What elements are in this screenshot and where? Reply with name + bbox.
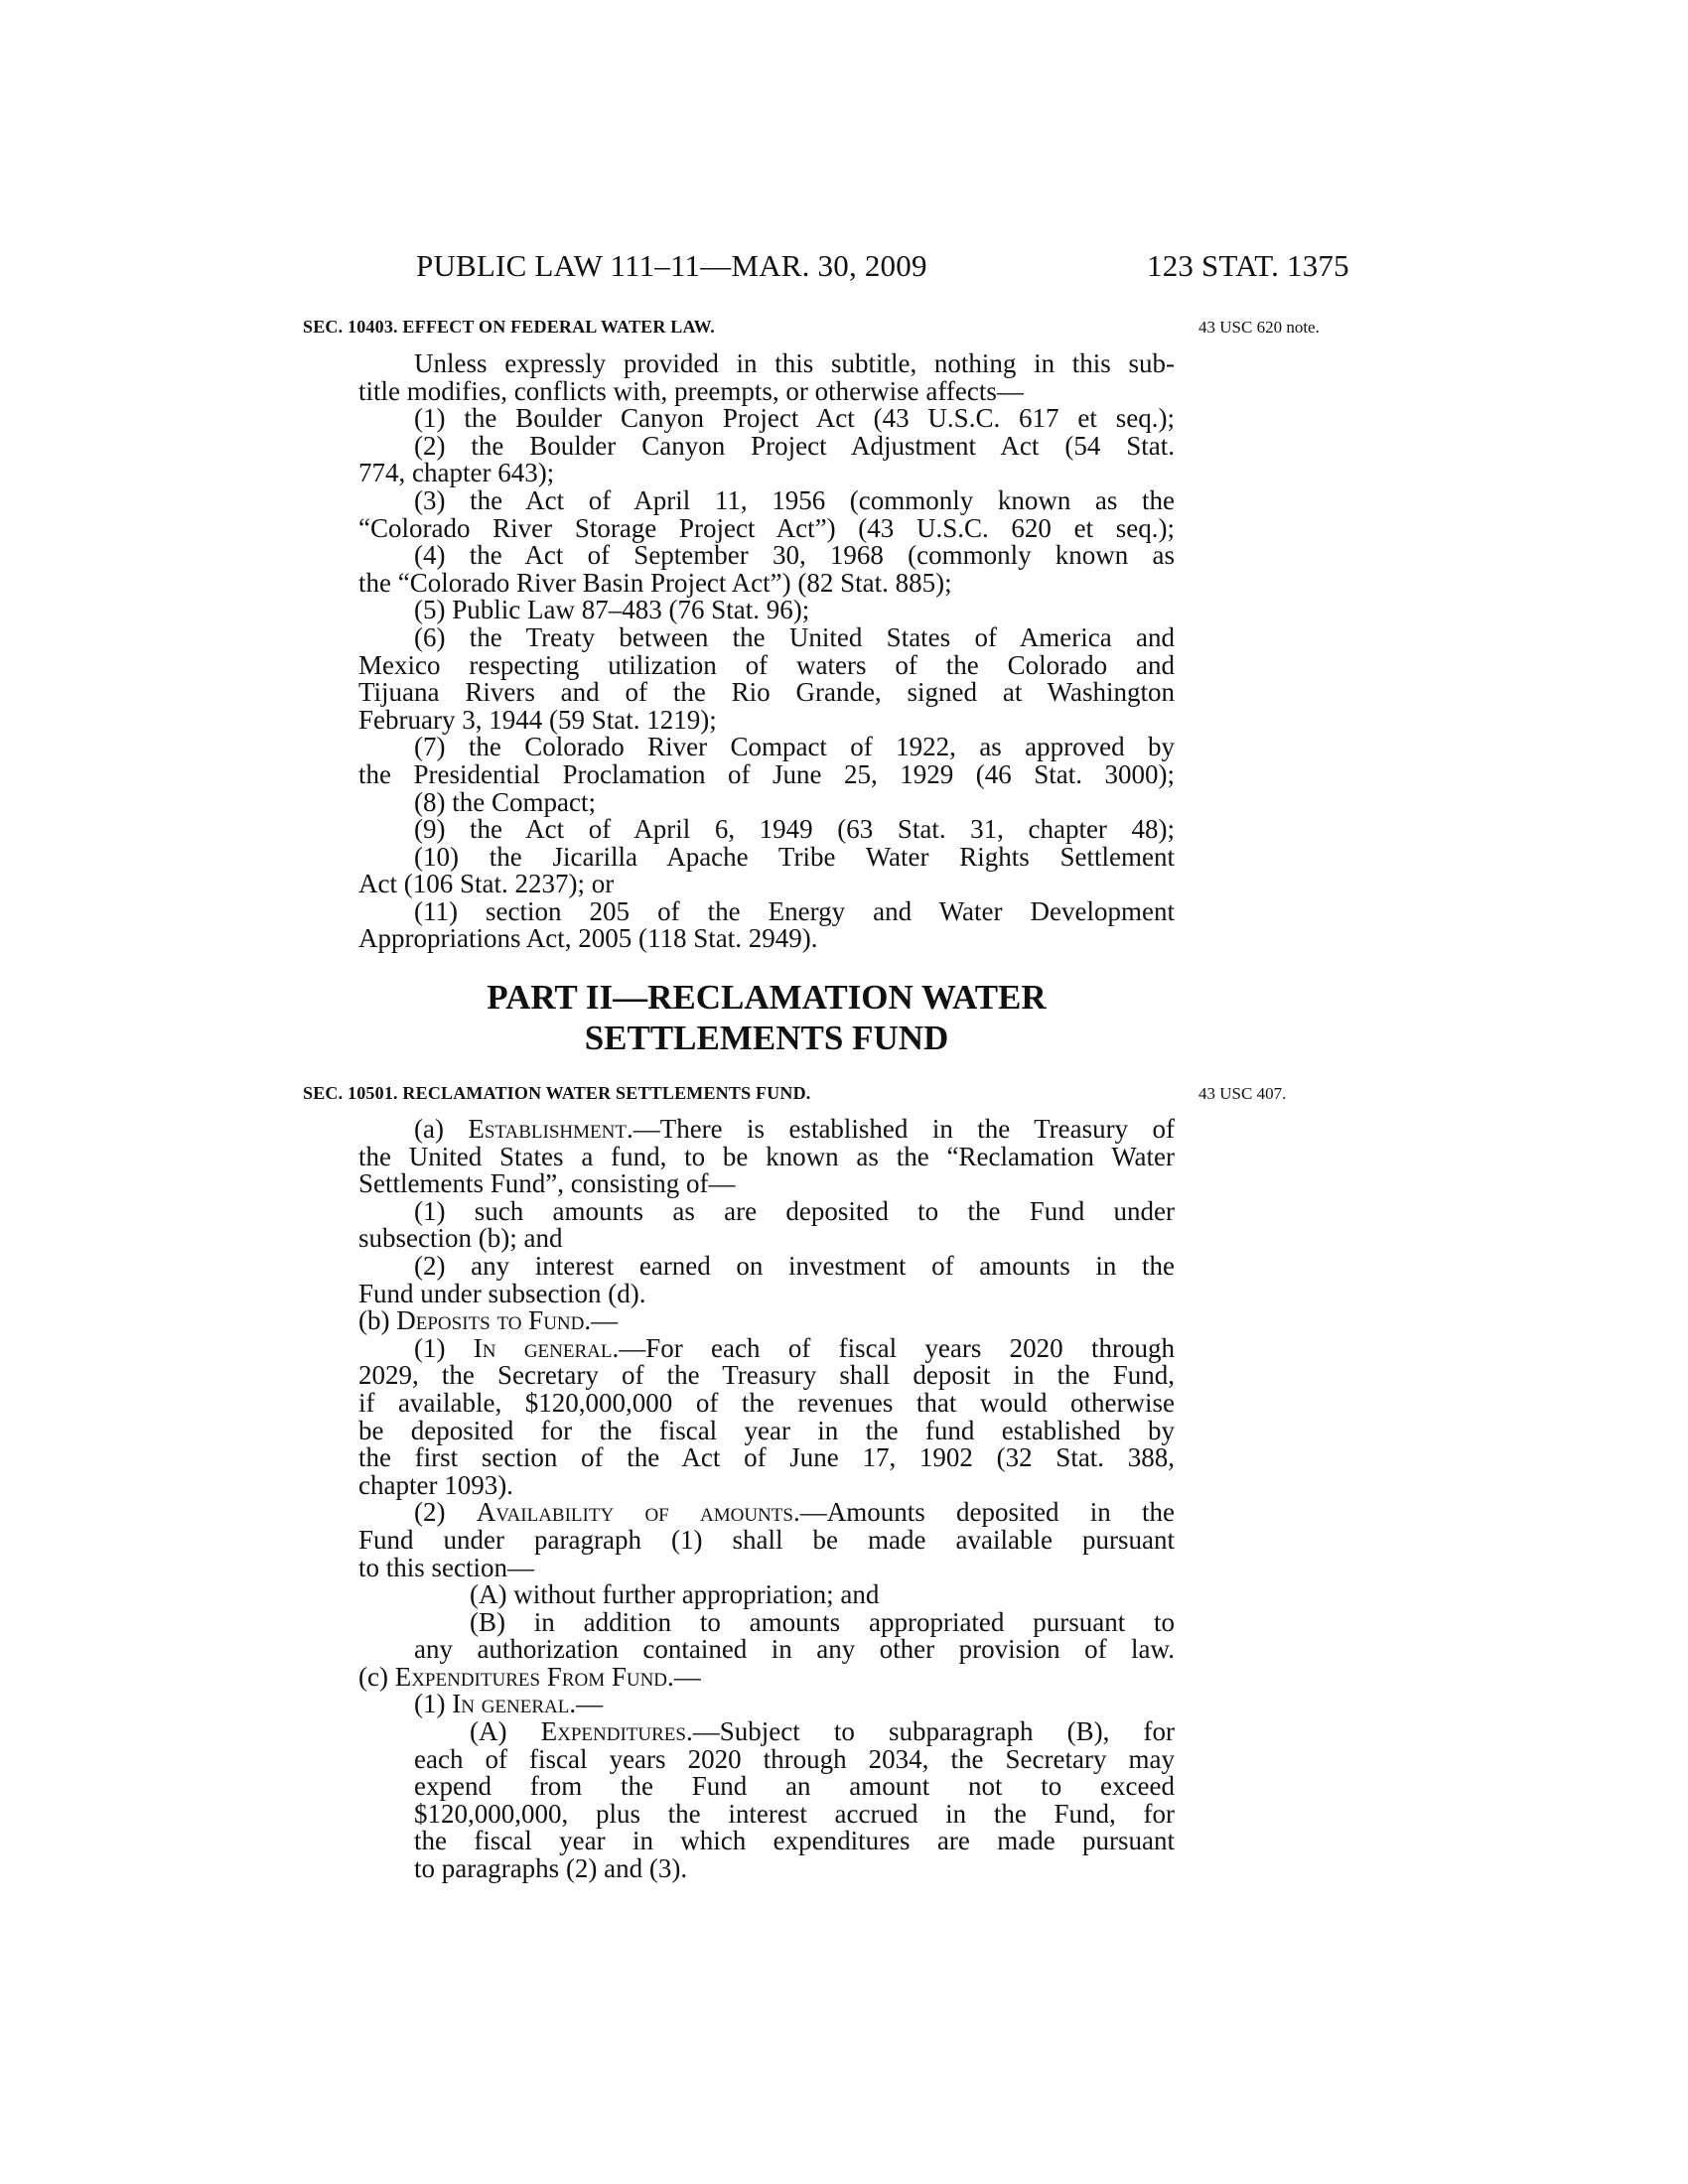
text-line: (7) the Colorado River Compact of 1922, as approved by: [414, 732, 1175, 762]
part-heading-line: PART II—RECLAMATION WATER: [487, 978, 1047, 1017]
text-line: the Presidential Proclamation of June 25, 1929 (46 Stat. 3000);: [358, 758, 1175, 789]
text-line: (2) the Boulder Canyon Project Adjustment Act (54 Stat.: [414, 430, 1175, 461]
text-line: Appropriations Act, 2005 (118 Stat. 2949).: [358, 923, 818, 954]
paragraph-caption: Availability of amounts: [476, 1497, 793, 1528]
text-line: Unless expressly provided in this subtitle, nothing in this sub-: [414, 348, 1175, 378]
text-line: to paragraphs (2) and (3).: [414, 1853, 688, 1884]
text-line: each of fiscal years 2020 through 2034, the Secretary may: [414, 1743, 1175, 1774]
text-line: Settlements Fund”, consisting of—: [358, 1168, 736, 1199]
text-line: “Colorado River Storage Project Act”) (43 U.S.C. 620 et seq.);: [358, 512, 1175, 543]
text-line: February 3, 1944 (59 Stat. 1219);: [358, 704, 717, 735]
text-line: (1) such amounts as are deposited to the Fund under: [414, 1195, 1175, 1226]
text-line: (8) the Compact;: [414, 786, 596, 817]
text-line: any authorization contained in any other provision of law.: [414, 1634, 1175, 1665]
text-line: the first section of the Act of June 17, 1902 (32 Stat. 388,: [358, 1442, 1175, 1473]
text-line: Fund under subsection (d).: [358, 1278, 646, 1308]
text-line: (9) the Act of April 6, 1949 (63 Stat. 31, chapter 48);: [414, 814, 1175, 845]
subsection-caption: Deposits to Fund: [396, 1305, 585, 1336]
section-heading-10403: SEC. 10403. EFFECT ON FEDERAL WATER LAW.: [303, 317, 715, 337]
text-line: title modifies, conflicts with, preempts, or otherwise affects—: [358, 375, 1024, 406]
text-line: Fund under paragraph (1) shall be made available pursuant: [358, 1524, 1175, 1555]
part-heading: [358, 977, 1175, 1058]
page-citation: 123 STAT. 1375: [1147, 248, 1349, 283]
text-line: the “Colorado River Basin Project Act”) (82 Stat. 885);: [358, 567, 952, 598]
text-line: (a) Establishment.—There is established in the Treasury of: [414, 1114, 1175, 1144]
text-line: (2) Availability of amounts.—Amounts deposited in the: [414, 1497, 1176, 1528]
section-10403-body: [358, 350, 1175, 953]
text-line: Mexico respecting utilization of waters of the Colorado and: [358, 649, 1175, 680]
subsection-caption: Establishment: [468, 1114, 627, 1144]
text-line: the fiscal year in which expenditures are made pursuant: [414, 1826, 1175, 1856]
text-line: Tijuana Rivers and of the Rio Grande, signed at Washington: [358, 677, 1175, 708]
text-line: $120,000,000, plus the interest accrued in the Fund, for: [414, 1798, 1175, 1829]
text-line: 2029, the Secretary of the Treasury shall deposit in the Fund,: [358, 1360, 1175, 1391]
text-line: (c) Expenditures From Fund.—: [358, 1661, 701, 1692]
text-line: (b) Deposits to Fund.—: [358, 1305, 619, 1336]
section-heading-10501: SEC. 10501. RECLAMATION WATER SETTLEMENTS FUND.: [303, 1083, 811, 1103]
text-line: (B) in addition to amounts appropriated pursuant to: [470, 1606, 1175, 1637]
text-line: (11) section 205 of the Energy and Water Development: [414, 895, 1175, 926]
text-line: (A) Expenditures.—Subject to subparagraph (B), for: [470, 1716, 1176, 1747]
text-line: be deposited for the fiscal year in the fund established by: [358, 1415, 1175, 1445]
text-line: (10) the Jicarilla Apache Tribe Water Rights Settlement: [414, 841, 1175, 872]
paragraph-caption: In general: [452, 1689, 570, 1719]
text-line: 774, chapter 643);: [358, 458, 555, 488]
text-line: (1) In general.—: [414, 1689, 604, 1719]
text-line: (2) any interest earned on investment of amounts in the: [414, 1250, 1175, 1281]
text-line: to this section—: [358, 1552, 534, 1582]
text-line: expend from the Fund an amount not to exceed: [414, 1771, 1175, 1802]
text-line: (1) the Boulder Canyon Project Act (43 U.S.C. 617 et seq.);: [414, 403, 1175, 434]
text-line: Act (106 Stat. 2237); or: [358, 869, 615, 899]
text-line: (4) the Act of September 30, 1968 (commonly known as: [414, 540, 1175, 571]
paragraph-caption: In general: [473, 1332, 613, 1363]
text-line: (1) In general.—For each of fiscal years 2020 through: [414, 1332, 1175, 1363]
text-line: subsection (b); and: [358, 1223, 563, 1254]
part-heading-line: SETTLEMENTS FUND: [584, 1019, 949, 1057]
text-line: chapter 1093).: [358, 1469, 513, 1500]
text-line: (5) Public Law 87–483 (76 Stat. 96);: [414, 595, 810, 625]
text-line: (3) the Act of April 11, 1956 (commonly known as the: [414, 484, 1175, 515]
text-line: (A) without further appropriation; and: [470, 1579, 880, 1610]
margin-note-10501: 43 USC 407.: [1198, 1084, 1287, 1103]
text-line: (6) the Treaty between the United States of America and: [414, 621, 1175, 652]
subsection-caption: Expenditures From Fund: [394, 1661, 668, 1692]
text-line: if available, $120,000,000 of the revenues that would otherwise: [358, 1387, 1175, 1418]
section-10501-body: [358, 1116, 1175, 1883]
margin-note-10403: 43 USC 620 note.: [1198, 318, 1320, 337]
text-line: the United States a fund, to be known as the “Reclamation Water: [358, 1141, 1175, 1171]
subparagraph-caption: Expenditures: [540, 1716, 686, 1747]
running-header-title: PUBLIC LAW 111–11—MAR. 30, 2009: [416, 248, 927, 283]
